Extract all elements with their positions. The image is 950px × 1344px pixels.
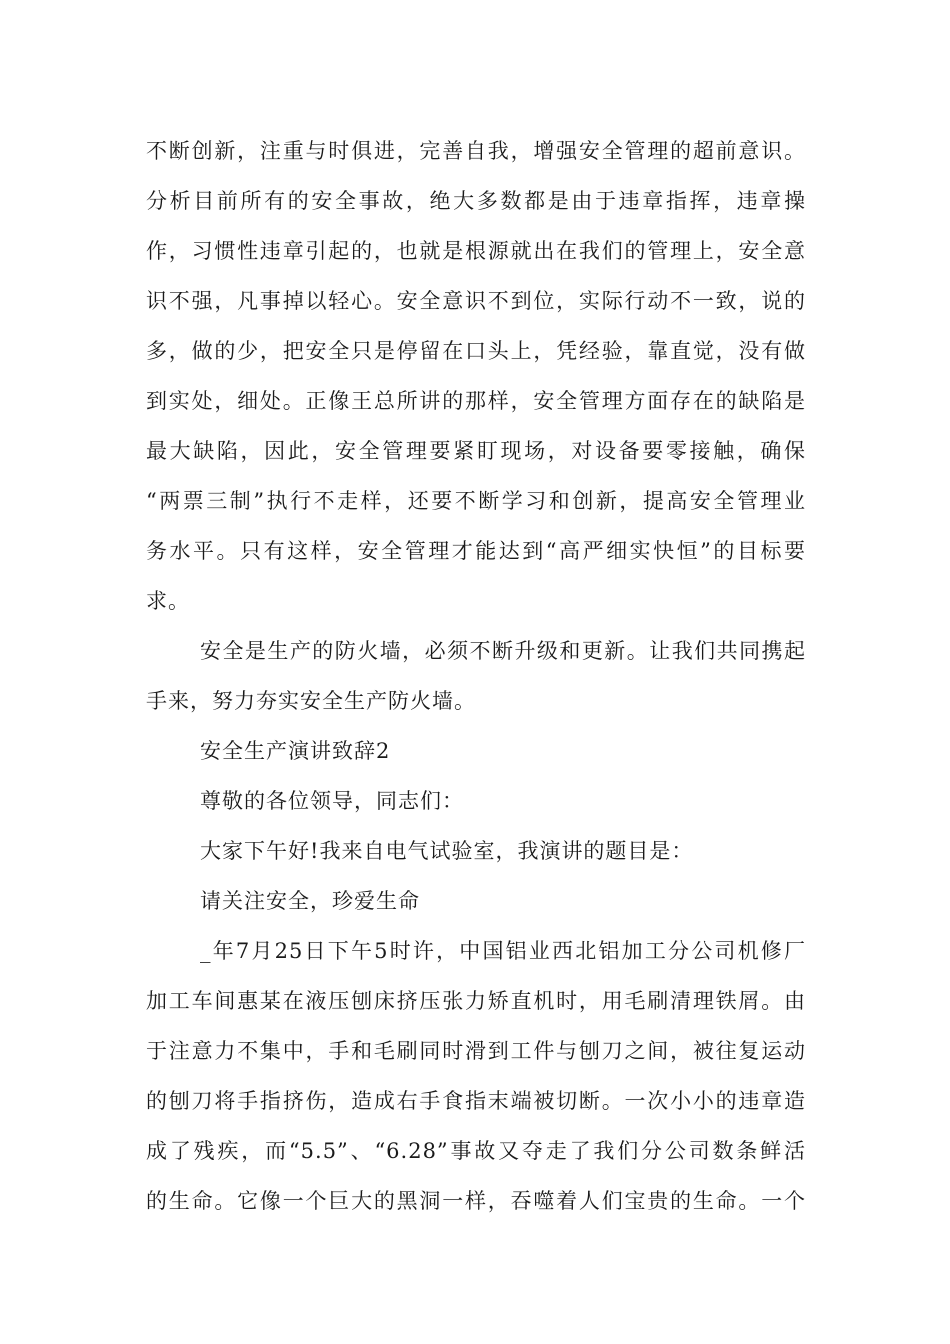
- salutation: 尊敬的各位领导，同志们：: [200, 789, 464, 813]
- section-title: 安全生产演讲致辞2: [200, 739, 391, 763]
- text-line: 于注意力不集中，手和毛刷同时滑到工件与刨刀之间，被往复运动: [146, 1039, 806, 1063]
- text-line: 分析目前所有的安全事故，绝大多数都是由于违章指挥，违章操: [146, 189, 806, 213]
- paragraph-first-line: 安全是生产的防火墙，必须不断升级和更新。让我们共同携起: [200, 639, 806, 663]
- greeting-line: 大家下午好!我来自电气试验室，我演讲的题目是：: [200, 839, 694, 863]
- text-line: 的生命。它像一个巨大的黑洞一样，吞噬着人们宝贵的生命。一个: [146, 1189, 806, 1213]
- text-line: 识不强，凡事掉以轻心。安全意识不到位，实际行动不一致，说的: [146, 289, 806, 313]
- text-line: 加工车间惠某在液压刨床挤压张力矫直机时，用毛刷清理铁屑。由: [146, 989, 806, 1013]
- speech-title: 请关注安全，珍爱生命: [200, 889, 420, 913]
- text-line: 到实处，细处。正像王总所讲的那样，安全管理方面存在的缺陷是: [146, 389, 806, 413]
- text-line: 务水平。只有这样，安全管理才能达到“高严细实快恒”的目标要: [146, 539, 806, 563]
- paragraph-first-line: _年7月25日下午5时许，中国铝业西北铝加工分公司机修厂: [200, 939, 806, 963]
- text-line: 求。: [146, 589, 190, 613]
- text-line: 多，做的少，把安全只是停留在口头上，凭经验，靠直觉，没有做: [146, 339, 806, 363]
- text-line: 的刨刀将手指挤伤，造成右手食指末端被切断。一次小小的违章造: [146, 1089, 806, 1113]
- text-line: 最大缺陷，因此，安全管理要紧盯现场，对设备要零接触，确保: [146, 439, 806, 463]
- text-line: 手来，努力夯实安全生产防火墙。: [146, 689, 476, 713]
- text-line: 作，习惯性违章引起的，也就是根源就出在我们的管理上，安全意: [146, 239, 806, 263]
- text-line: 成了残疾，而“5.5”、“6.28”事故又夺走了我们分公司数条鲜活: [146, 1139, 806, 1163]
- text-line: 不断创新，注重与时俱进，完善自我，增强安全管理的超前意识。: [146, 139, 806, 163]
- text-line: “两票三制”执行不走样，还要不断学习和创新，提高安全管理业: [146, 489, 806, 513]
